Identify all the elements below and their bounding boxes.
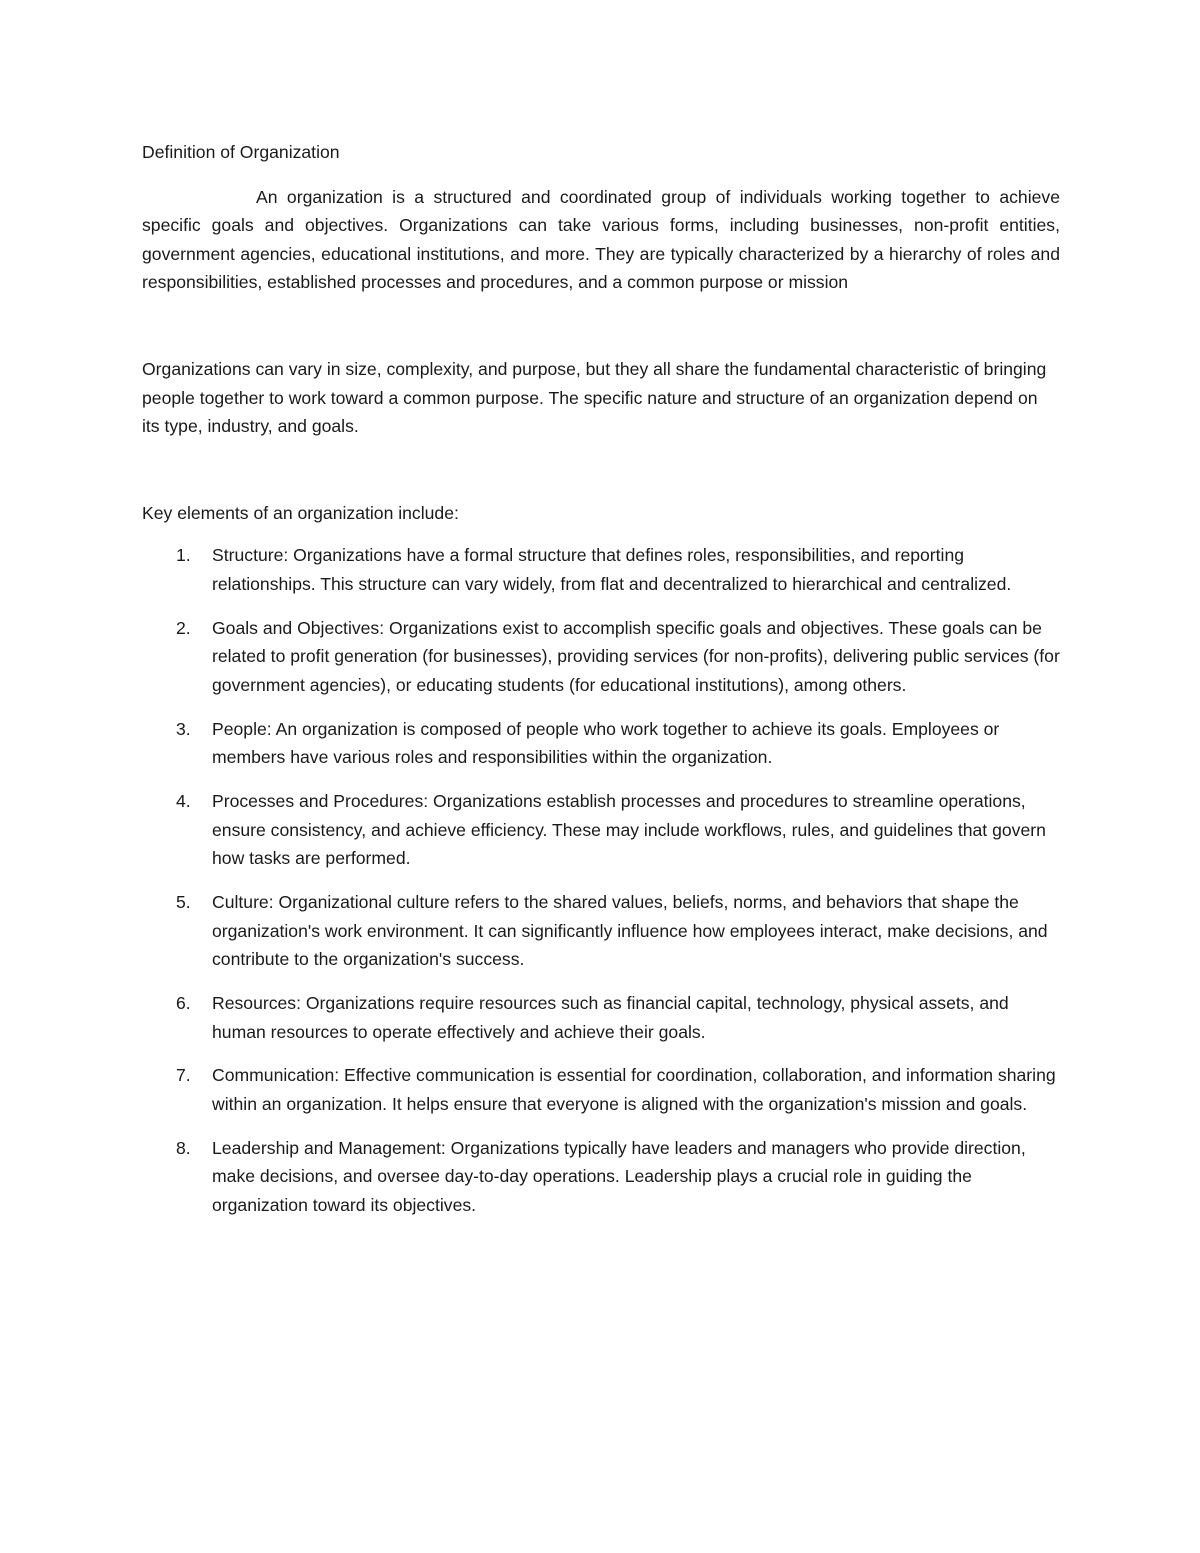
document-title: Definition of Organization bbox=[142, 142, 340, 162]
characteristics-paragraph: Organizations can vary in size, complexity, and purpose, but they all share the fundamental characteristic of bringing people together to work toward a common purpose. The specific nature and structure of an organization depend on its type, industry, and goals. bbox=[142, 358, 1047, 437]
key-elements-list bbox=[142, 541, 1060, 1219]
list-item-text: Leadership and Management: Organizations typically have leaders and managers who provide direction, make decisions, and oversee day-to-day operations. Leadership plays a crucial role in guiding the organization toward its objectives. bbox=[212, 1137, 1026, 1215]
list-item bbox=[142, 715, 1060, 772]
list-item-number: 7. bbox=[176, 1065, 191, 1086]
list-item bbox=[142, 888, 1060, 974]
key-elements-heading: Key elements of an organization include: bbox=[142, 502, 459, 523]
list-item-number: 3. bbox=[176, 718, 191, 739]
list-item-number: 8. bbox=[176, 1137, 191, 1158]
list-item-text: Goals and Objectives: Organizations exist to accomplish specific goals and objectives. These goals can be related to profit generation (for businesses), providing services (for non-profits), delivering public services (for government agencies), or educating students (for educational institutions), among others. bbox=[212, 617, 1060, 695]
list-item bbox=[142, 1061, 1060, 1118]
list-item-number: 2. bbox=[176, 617, 191, 638]
definition-paragraph: An organization is a structured and coordinated group of individuals working together to achieve specific goals and objectives. Organizations can take various forms, including businesses, non-profit entities, government agencies, educational institutions, and more. They are typically characterized by a hierarchy of roles and responsibilities, established processes and procedures, and a common purpose or mission bbox=[142, 186, 1060, 293]
list-item-text: Culture: Organizational culture refers to the shared values, beliefs, norms, and behaviors that shape the organization's work environment. It can significantly influence how employees interact, make decisions, and contribute to the organization's success. bbox=[212, 892, 1048, 970]
list-item bbox=[142, 989, 1060, 1046]
list-item bbox=[142, 614, 1060, 700]
list-item-number: 4. bbox=[176, 791, 191, 812]
list-item-text: Structure: Organizations have a formal structure that defines roles, responsibilities, and reporting relationships. This structure can vary widely, from flat and decentralized to hierarchical and centralized. bbox=[212, 545, 1012, 594]
list-item-text: Resources: Organizations require resources such as financial capital, technology, physical assets, and human resources to operate effectively and achieve their goals. bbox=[212, 993, 1009, 1042]
list-item bbox=[142, 1134, 1060, 1220]
list-item-number: 5. bbox=[176, 892, 191, 913]
list-item bbox=[142, 541, 1060, 598]
list-item-text: People: An organization is composed of people who work together to achieve its goals. Employees or members have various roles and responsibilities within the organization. bbox=[212, 718, 1000, 768]
list-item-number: 6. bbox=[176, 993, 191, 1013]
list-item-number: 1. bbox=[176, 545, 191, 566]
list-item bbox=[142, 787, 1060, 873]
list-item-text: Communication: Effective communication is essential for coordination, collaboration, and information sharing within an organization. It helps ensure that everyone is aligned with the organization's mission and goals. bbox=[212, 1065, 1056, 1114]
list-item-text: Processes and Procedures: Organizations establish processes and procedures to streamline operations, ensure consistency, and achieve efficiency. These may include workflows, rules, and guidelines that govern how tasks are performed. bbox=[212, 791, 1046, 869]
document-page bbox=[142, 138, 1060, 1235]
